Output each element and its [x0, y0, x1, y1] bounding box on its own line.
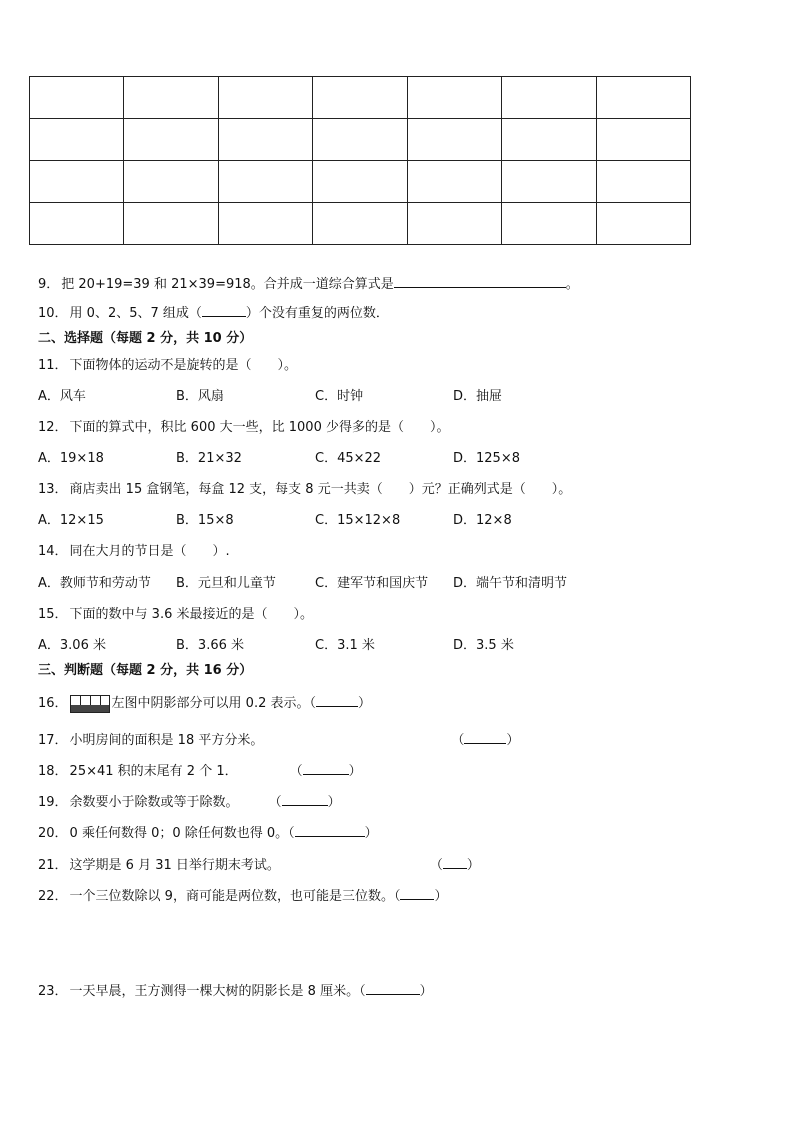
question-17: 17． 小明房间的面积是 18 平方分米。 （ ） — [38, 733, 520, 748]
option-b[interactable]: B．15×8 — [176, 513, 234, 528]
grid-cell[interactable] — [124, 161, 218, 203]
grid-cell[interactable] — [218, 77, 312, 119]
answer-blank-23[interactable] — [366, 982, 420, 995]
option-a[interactable]: A．3.06 米 — [38, 638, 106, 653]
question-11-options — [38, 388, 598, 406]
blank-grid-table — [29, 76, 691, 245]
question-22: 22． 一个三位数除以 9，商可能是两位数，也可能是三位数。（ ） — [38, 889, 448, 904]
question-13-options — [38, 512, 598, 530]
answer-blank-22[interactable] — [400, 887, 434, 900]
option-a[interactable]: A．教师节和劳动节 — [38, 576, 151, 591]
option-c[interactable]: C．建军节和国庆节 — [315, 576, 429, 591]
question-15: 15． 下面的数中与 3.6 米最接近的是（ ）。 — [38, 607, 313, 622]
question-23: 23． 一天早晨，王方测得一棵大树的阴影长是 8 厘米。（ ） — [38, 984, 433, 999]
option-a[interactable]: A．12×15 — [38, 513, 104, 528]
question-15-options — [38, 637, 598, 655]
question-16: 16． 左图中阴影部分可以用 0.2 表示。（ ） — [38, 696, 372, 711]
option-a[interactable]: A．风车 — [38, 389, 86, 404]
option-b[interactable]: B．风扇 — [176, 389, 224, 404]
answer-blank-20[interactable] — [295, 824, 365, 837]
answer-blank-10[interactable] — [202, 304, 246, 317]
section-title-choice: 二、选择题（每题 2 分，共 10 分） — [38, 331, 253, 346]
grid-cell[interactable] — [596, 161, 690, 203]
option-d[interactable]: D．端午节和清明节 — [453, 576, 568, 591]
grid-cell[interactable] — [407, 77, 501, 119]
section-title-judge: 三、判断题（每题 2 分，共 16 分） — [38, 663, 253, 678]
grid-cell[interactable] — [30, 119, 124, 161]
grid-cell[interactable] — [30, 203, 124, 245]
grid-cell[interactable] — [407, 119, 501, 161]
option-c[interactable]: C．45×22 — [315, 451, 382, 466]
option-c[interactable]: C．15×12×8 — [315, 513, 401, 528]
grid-cell[interactable] — [502, 119, 596, 161]
answer-blank-9[interactable] — [394, 274, 566, 288]
question-14: 14． 同在大月的节日是（ ）. — [38, 544, 230, 559]
option-b[interactable]: B．3.66 米 — [176, 638, 244, 653]
grid-cell[interactable] — [596, 77, 690, 119]
question-11: 11． 下面物体的运动不是旋转的是（ ）。 — [38, 358, 298, 373]
grid-cell[interactable] — [218, 203, 312, 245]
shaded-strip-figure — [70, 695, 110, 713]
answer-blank-16[interactable] — [316, 694, 358, 707]
question-12: 12． 下面的算式中，积比 600 大一些，比 1000 少得多的是（ ）。 — [38, 420, 450, 435]
grid-cell[interactable] — [596, 119, 690, 161]
grid-cell[interactable] — [502, 203, 596, 245]
question-12-options — [38, 450, 598, 468]
grid-cell[interactable] — [313, 161, 407, 203]
option-d[interactable]: D．3.5 米 — [453, 638, 514, 653]
option-d[interactable]: D．12×8 — [453, 513, 512, 528]
option-b[interactable]: B．21×32 — [176, 451, 242, 466]
answer-blank-18[interactable] — [303, 762, 349, 775]
answer-blank-19[interactable] — [282, 793, 328, 806]
grid-row — [30, 77, 691, 119]
question-13: 13． 商店卖出 15 盒钢笔，每盒 12 支，每支 8 元一共卖（ ）元？正确列式是（ ）。 — [38, 482, 572, 497]
answer-blank-21[interactable] — [443, 856, 467, 869]
grid-cell[interactable] — [407, 203, 501, 245]
grid-cell[interactable] — [124, 77, 218, 119]
question-9: 9． 把 20+19=39 和 21×39=918。合并成一道综合算式是 。 — [38, 274, 579, 294]
option-d[interactable]: D．125×8 — [453, 451, 520, 466]
grid-cell[interactable] — [218, 161, 312, 203]
question-10: 10． 用 0、2、5、7 组成（ ）个没有重复的两位数． — [38, 306, 389, 321]
grid-row — [30, 203, 691, 245]
question-19: 19． 余数要小于除数或等于除数。 （ ） — [38, 795, 341, 810]
grid-cell[interactable] — [124, 203, 218, 245]
answer-blank-17[interactable] — [464, 731, 506, 744]
option-c[interactable]: C．时钟 — [315, 389, 364, 404]
question-18: 18． 25×41 积的末尾有 2 个 1． （ ） — [38, 764, 362, 779]
grid-cell[interactable] — [30, 77, 124, 119]
grid-cell[interactable] — [313, 119, 407, 161]
grid-cell[interactable] — [502, 161, 596, 203]
option-a[interactable]: A．19×18 — [38, 451, 104, 466]
strip-shaded-part — [71, 705, 109, 712]
grid-row — [30, 161, 691, 203]
grid-cell[interactable] — [218, 119, 312, 161]
grid-cell[interactable] — [313, 77, 407, 119]
grid-cell[interactable] — [313, 203, 407, 245]
option-b[interactable]: B．元旦和儿童节 — [176, 576, 276, 591]
question-14-options — [38, 575, 598, 593]
grid-cell[interactable] — [596, 203, 690, 245]
grid-cell[interactable] — [124, 119, 218, 161]
grid-cell[interactable] — [407, 161, 501, 203]
grid-row — [30, 119, 691, 161]
option-d[interactable]: D．抽屉 — [453, 389, 503, 404]
option-c[interactable]: C．3.1 米 — [315, 638, 375, 653]
question-21: 21． 这学期是 6 月 31 日举行期末考试。 （ ） — [38, 858, 480, 873]
grid-cell[interactable] — [502, 77, 596, 119]
grid-cell[interactable] — [30, 161, 124, 203]
question-20: 20． 0 乘任何数得 0；0 除任何数也得 0。（ ） — [38, 826, 378, 841]
